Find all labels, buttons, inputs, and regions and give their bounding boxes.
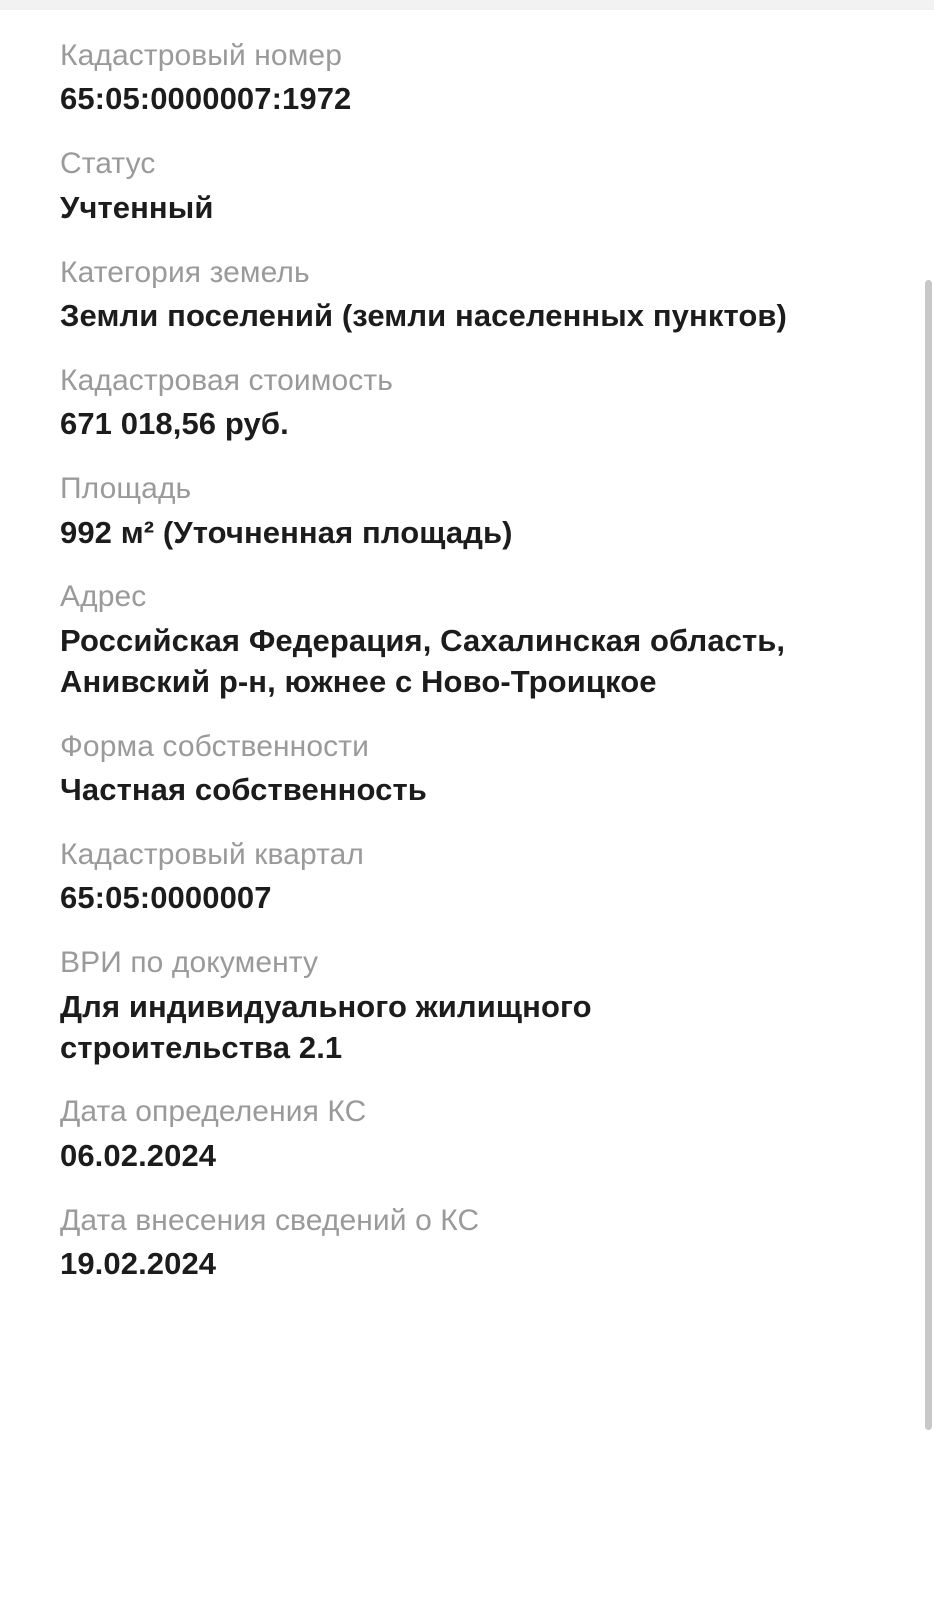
top-status-strip <box>0 0 934 10</box>
field-cadastral-value <box>60 363 874 445</box>
field-value-permitted-use: Для индивидуального жилищного строительства 2.1 <box>60 988 592 1065</box>
field-label-permitted-use: ВРИ по документу <box>60 946 319 980</box>
field-value-status: Учтенный <box>60 189 214 225</box>
field-area <box>60 471 874 553</box>
field-permitted-use <box>60 945 874 1068</box>
field-ownership-form <box>60 729 874 811</box>
vertical-scrollbar[interactable] <box>922 0 934 1600</box>
field-label-cadastral-quarter: Кадастровый квартал <box>60 837 364 871</box>
field-value-cadastral-value-determination-date: 06.02.2024 <box>60 1137 217 1173</box>
field-label-cadastral-value: Кадастровая стоимость <box>60 363 393 397</box>
field-list <box>0 10 934 1311</box>
field-label-cadastral-number: Кадастровый номер <box>60 39 342 72</box>
field-label-address: Адрес <box>60 580 147 614</box>
field-address <box>60 579 874 702</box>
field-value-land-category: Земли поселений (земли населенных пунктов) <box>60 297 787 333</box>
field-value-cadastral-value: 671 018,56 руб. <box>60 406 289 442</box>
field-cadastral-number <box>60 38 874 120</box>
field-label-cadastral-value-entry-date: Дата внесения сведений о КС <box>60 1203 480 1237</box>
scrollbar-thumb[interactable] <box>925 280 932 1430</box>
field-label-cadastral-value-determination-date: Дата определения КС <box>60 1095 367 1129</box>
field-value-cadastral-number[interactable]: 65:05:0000007:1972 <box>60 81 352 117</box>
field-label-status: Статус <box>60 147 156 181</box>
field-status <box>60 146 874 228</box>
field-cadastral-quarter <box>60 837 874 919</box>
field-value-cadastral-quarter[interactable]: 65:05:0000007 <box>60 880 272 916</box>
field-value-area: 992 м² (Уточненная площадь) <box>60 514 513 550</box>
field-label-land-category: Категория земель <box>60 255 310 289</box>
field-label-ownership-form: Форма собственности <box>60 729 369 763</box>
field-label-area: Площадь <box>60 472 192 506</box>
field-land-category <box>60 255 874 337</box>
field-cadastral-value-entry-date <box>60 1203 874 1285</box>
field-value-address: Российская Федерация, Сахалинская область, Анивский р-н, южнее с Ново-Троицкое <box>60 622 786 699</box>
field-value-cadastral-value-entry-date: 19.02.2024 <box>60 1246 217 1282</box>
field-cadastral-value-determination-date <box>60 1094 874 1176</box>
field-value-ownership-form: Частная собственность <box>60 772 427 808</box>
